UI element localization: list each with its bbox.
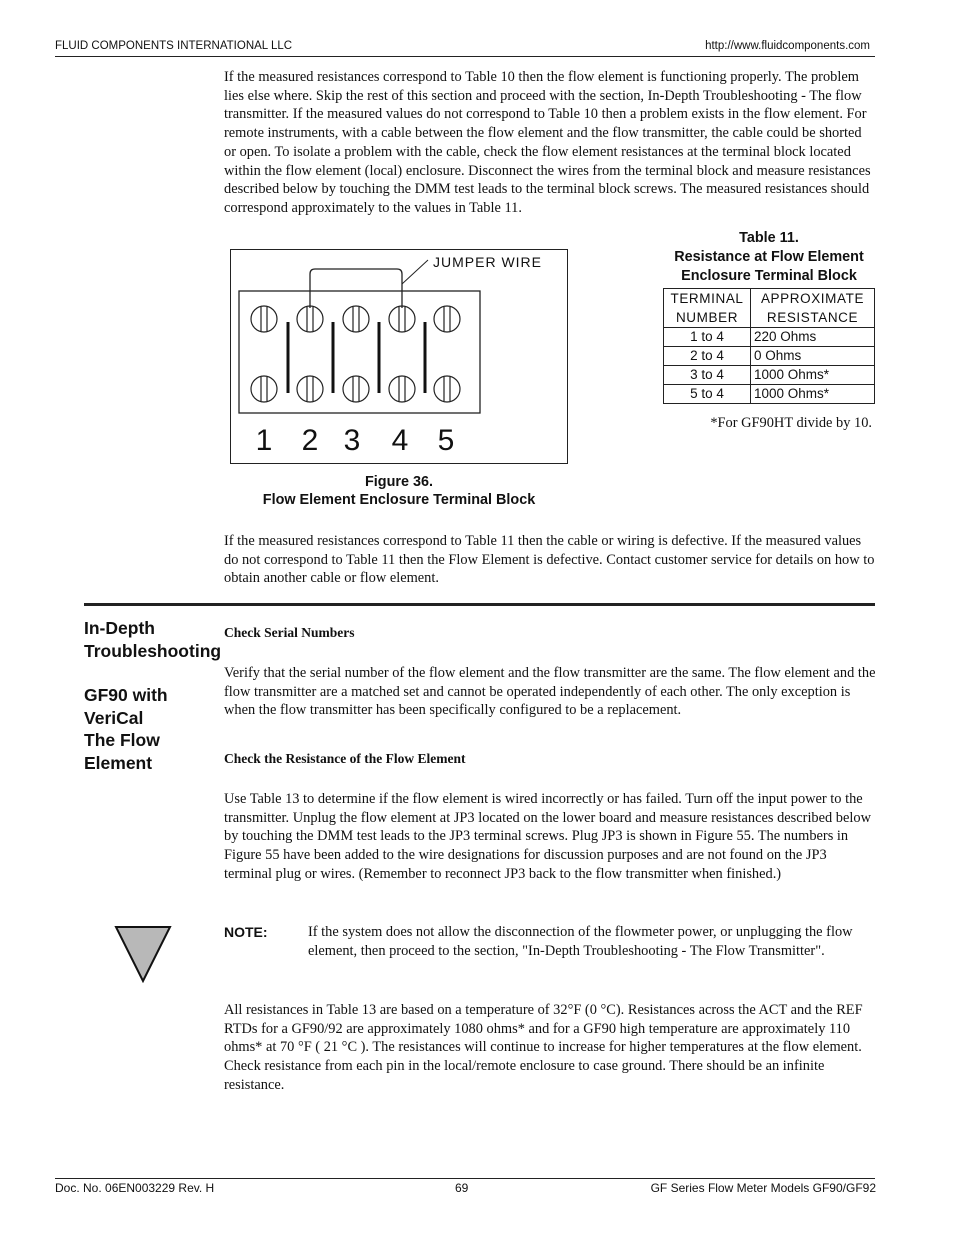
- closing-paragraph: All resistances in Table 13 are based on a temperature of 32°F (0 °C). Resistances across the ACT and the REF RTDs for a GF90/92 are approximately 1080 ohms* and for a GF90 high temperature are approximately 110 ohms* at 70 °F ( 21 °C ). The resistances will continue to increase for higher temperatures at the flow element. Check resistance from each pin in the local/remote enclosure to case ground. There should be an infinite resistance.: [224, 1002, 863, 1093]
- table-header-row: [664, 308, 875, 328]
- terminal-number: 5: [437, 424, 455, 457]
- footer-rule: [55, 1178, 875, 1179]
- intro-paragraph: If the measured resistances correspond to Table 10 then the flow element is functioning properly. The problem lies else where. Skip the rest of this section and proceed with the section, In-Depth Troubleshooting - The flow transmitter. If the measured values do not correspond to Table 10 then a problem exists in the flow element. For remote instruments, with a cable between the flow element and the flow transmitter, the cable could be shorted or open. To isolate a problem with the cable, check the flow element resistances at the terminal block located within the flow element (local) enclosure. Disconnect the wires from the terminal block and measure resistances described below by touching the DMM test leads to the terminal block screws. The measured resistances should correspond approximately to the values in Table 11.: [224, 69, 871, 216]
- section-heading-resistance: Check the Resistance of the Flow Element: [224, 751, 466, 766]
- sidebar-spacer: [84, 662, 224, 684]
- table-cell-resistance: 1000 Ohms*: [751, 385, 875, 404]
- table-header-resistance: APPROXIMATE: [751, 289, 875, 309]
- section-divider: [84, 603, 875, 606]
- table-row: [664, 347, 875, 366]
- table-cell-terminal: 5 to 4: [664, 385, 751, 404]
- table-row: [664, 385, 875, 404]
- sidebar-line: In-Depth: [84, 618, 155, 638]
- table-cell-resistance: 220 Ohms: [751, 328, 875, 347]
- table-cell-terminal: 2 to 4: [664, 347, 751, 366]
- table-cell-terminal: 3 to 4: [664, 366, 751, 385]
- sidebar-heading: [84, 617, 224, 774]
- table-cell-terminal: 1 to 4: [664, 328, 751, 347]
- table-row: [664, 366, 875, 385]
- footer-product: GF Series Flow Meter Models GF90/GF92: [650, 1181, 876, 1195]
- note-text: If the system does not allow the disconnection of the flowmeter power, or unplugging the flow element, then proceed to the section, "In-Depth Troubleshooting - The Flow Transmitter".: [308, 924, 853, 959]
- resistance-table: [663, 288, 875, 404]
- terminal-number: 4: [391, 424, 409, 457]
- table-cell-resistance: 1000 Ohms*: [751, 366, 875, 385]
- warning-triangle-icon: [114, 925, 172, 983]
- terminal-block-diagram: [231, 250, 567, 463]
- table-header-resistance: RESISTANCE: [751, 308, 875, 328]
- table-cell-resistance: 0 Ohms: [751, 347, 875, 366]
- table-caption-line2: Enclosure Terminal Block: [681, 268, 857, 284]
- header-url[interactable]: http://www.fluidcomponents.com: [705, 40, 870, 52]
- table-header-terminal: NUMBER: [664, 308, 751, 328]
- jumper-leader-line: [402, 260, 428, 284]
- terminal-block-figure: [230, 249, 568, 464]
- header-rule: [55, 56, 875, 57]
- section-body-serial: Verify that the serial number of the flow element and the flow transmitter are the same. The flow element and the flow transmitter are a matched set and cannot be operated independently of each other. The only exception is when the flow transmitter has been specifically configured to be a replacement.: [224, 665, 876, 719]
- sidebar-line: VeriCal: [84, 707, 144, 728]
- sidebar-line: GF90 with: [84, 685, 168, 705]
- table-header-terminal: TERMINAL: [664, 289, 751, 309]
- top-screws: [251, 306, 460, 332]
- after-figure-paragraph: If the measured resistances correspond to Table 11 then the cable or wiring is defective. If the measured values do not correspond to Table 11 then the Flow Element is defective. Contact customer service for details on how to obtain another cable or flow element.: [224, 533, 875, 587]
- terminal-number: 1: [255, 424, 273, 457]
- table-row: [664, 328, 875, 347]
- table-footnote: *For GF90HT divide by 10.: [710, 415, 872, 431]
- header-company: FLUID COMPONENTS INTERNATIONAL LLC: [55, 40, 293, 52]
- sidebar-line: The Flow: [84, 730, 160, 750]
- sidebar-line: Troubleshooting: [84, 640, 222, 661]
- section-heading-serial: Check Serial Numbers: [224, 625, 355, 640]
- terminal-number: 2: [301, 424, 319, 457]
- bottom-screws: [251, 376, 460, 402]
- footer-doc-number: Doc. No. 06EN003229 Rev. H: [55, 1181, 215, 1195]
- jumper-wire: [310, 269, 402, 308]
- footer-page-number: 69: [455, 1181, 469, 1195]
- note-label: NOTE:: [224, 924, 268, 940]
- table-caption-line1: Resistance at Flow Element: [674, 249, 864, 265]
- table-caption-number: Table 11.: [739, 230, 799, 246]
- jumper-wire-label: JUMPER WIRE: [433, 254, 542, 270]
- terminal-number: 3: [343, 424, 361, 457]
- sidebar-line: Element: [84, 752, 153, 773]
- figure-caption-number: Figure 36.: [365, 474, 433, 490]
- figure-caption-title: Flow Element Enclosure Terminal Block: [262, 492, 536, 508]
- table-header-row: [664, 289, 875, 309]
- section-body-resistance: Use Table 13 to determine if the flow element is wired incorrectly or has failed. Turn off the input power to the transmitter. Unplug the flow element at JP3 located on the lower board and measure resistances described below by touching the DMM test leads to the JP3 terminal screws. Plug JP3 is shown in Figure 55. The numbers in Figure 55 have been added to the wire designations for discussion purposes and are not found on the JP3 terminal plug or wires. (Remember to reconnect JP3 back to the flow transmitter when finished.): [224, 791, 871, 882]
